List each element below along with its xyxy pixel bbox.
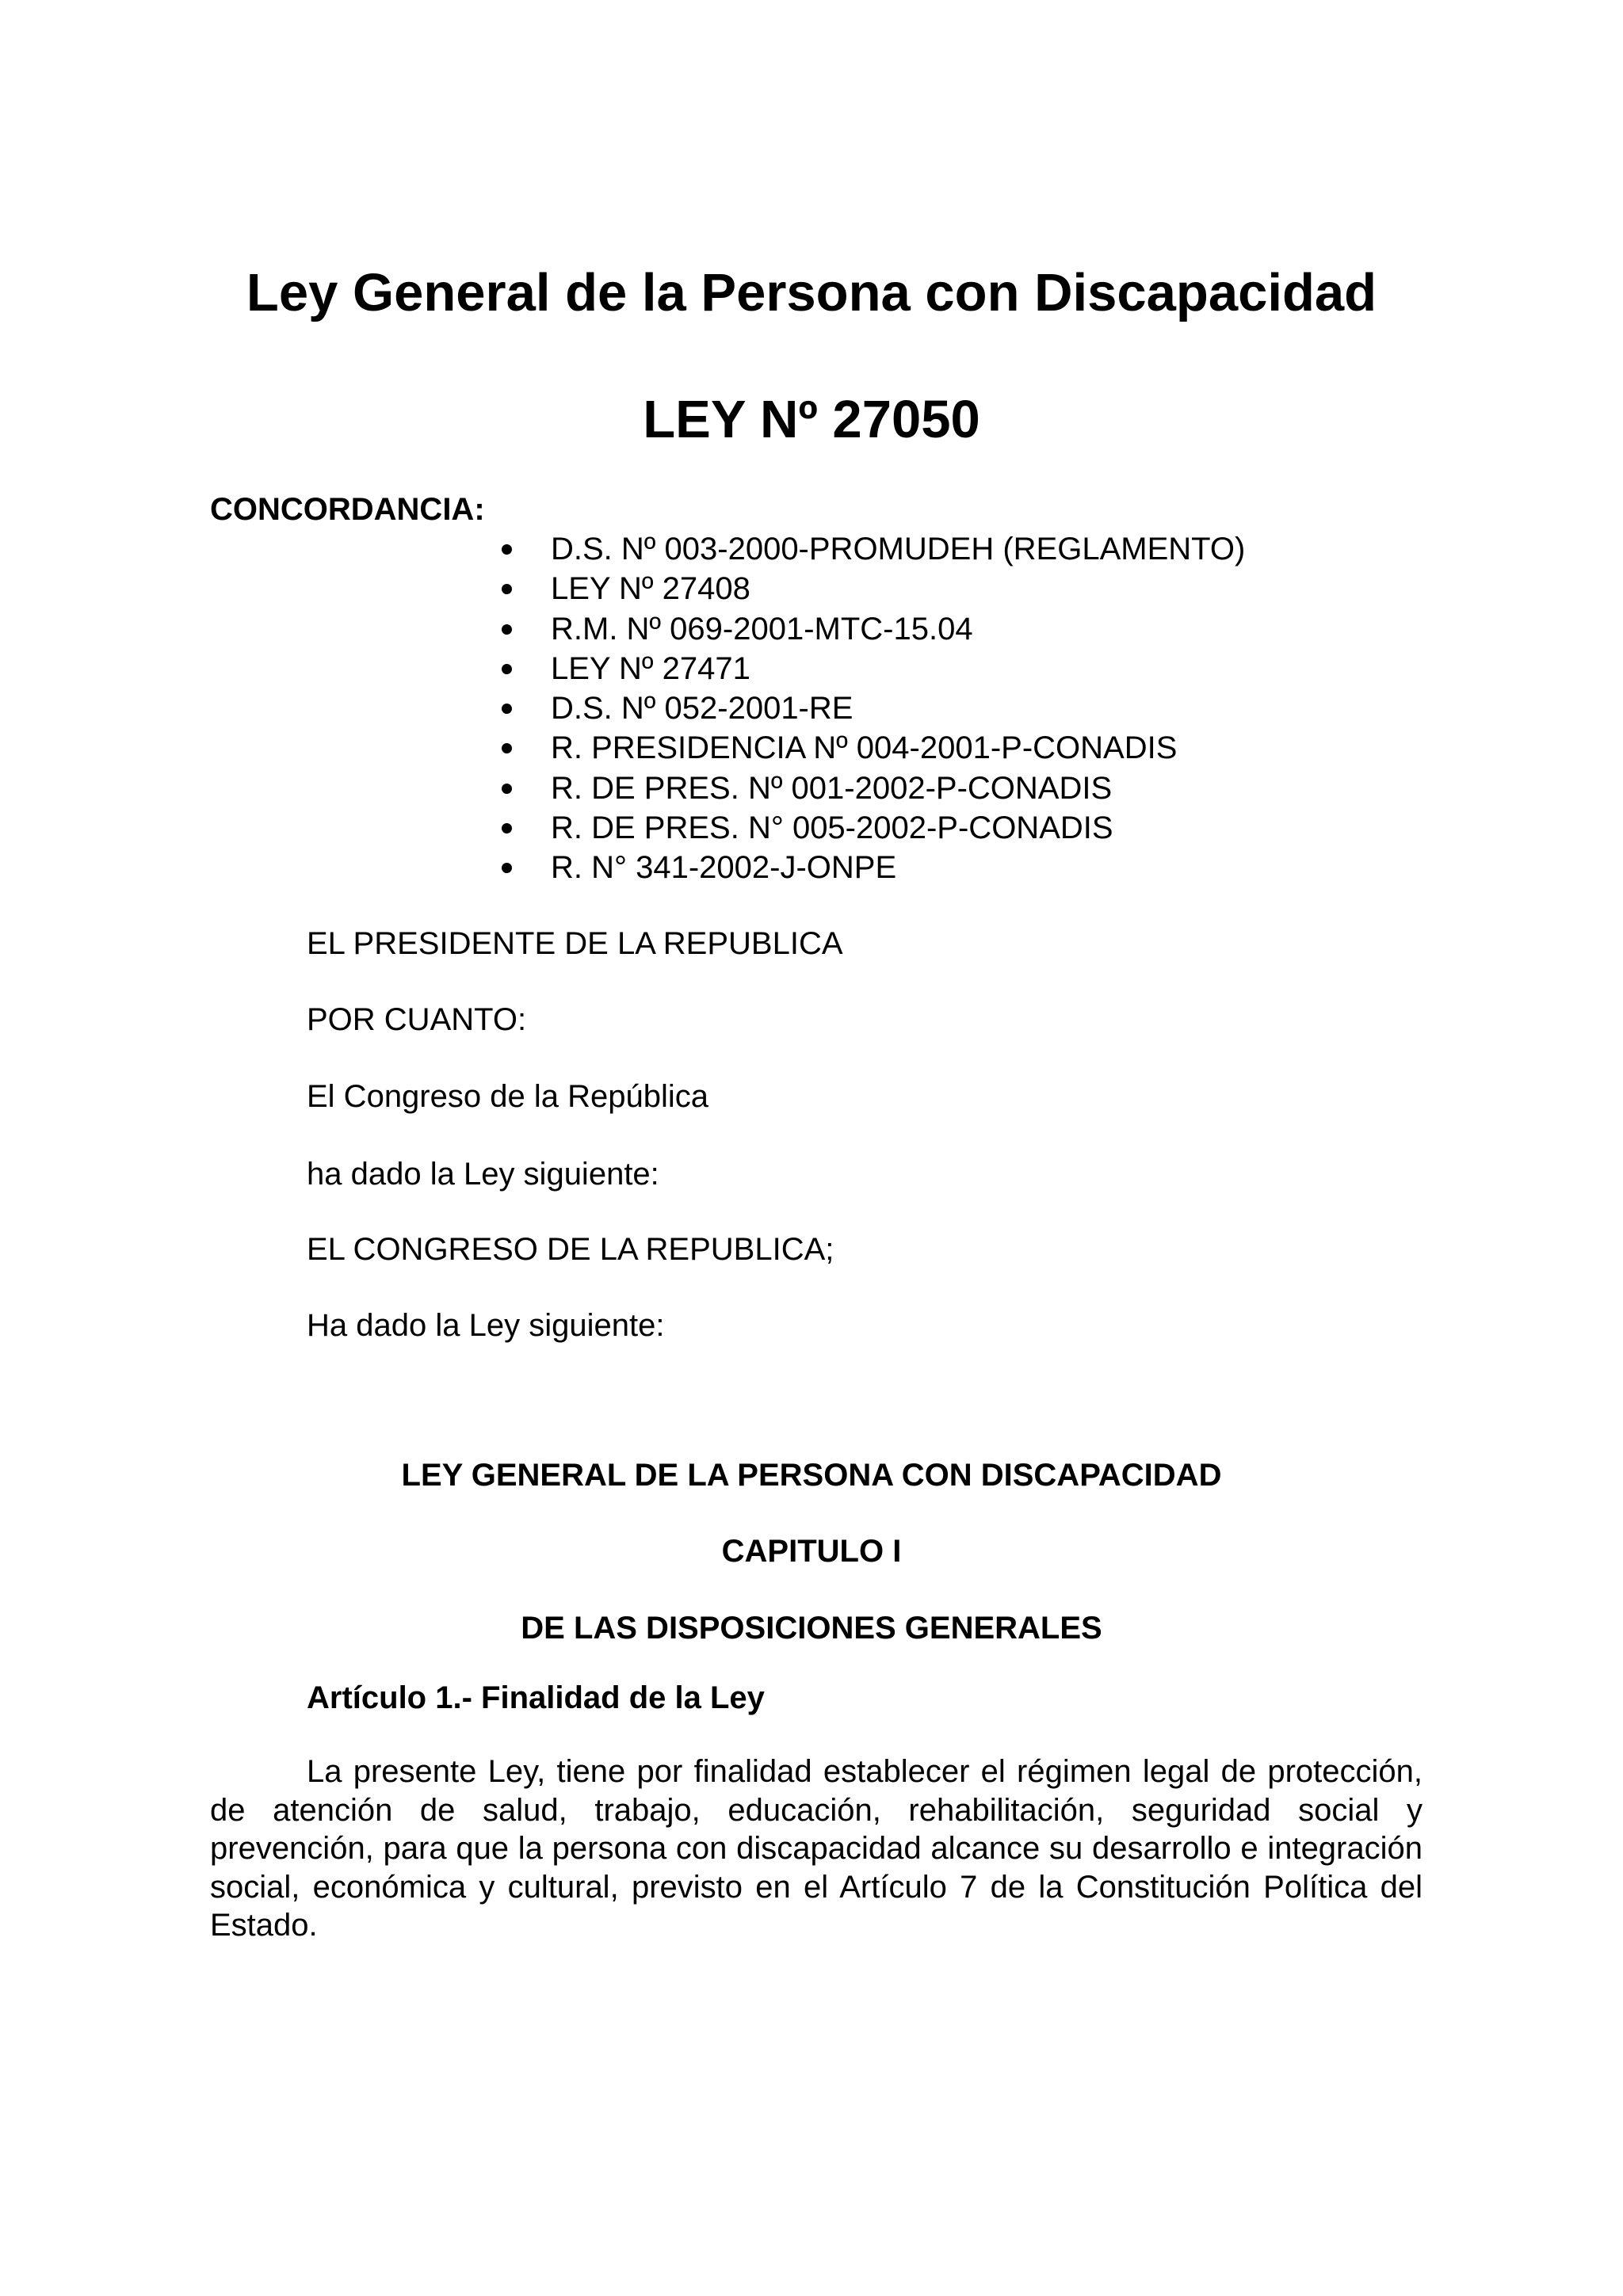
list-item [499, 529, 1245, 569]
article-body: La presente Ley, tiene por finalidad establecer el régimen legal de protección, de atención de salud, trabajo, educación, rehabilitación, seguridad social y prevención, para que la persona con discapacidad alcance su desarrollo e integración social, económica y cultural, previsto en el Artículo 7 de la Constitución Política del Estado. [210, 1754, 1423, 1943]
list-item-text: LEY Nº 27408 [551, 571, 750, 607]
concordancia-list [499, 529, 1245, 888]
document-title: Ley General de la Persona con Discapacidad [246, 263, 1377, 322]
list-item-text: R. DE PRES. N° 005-2002-P-CONADIS [551, 810, 1113, 846]
preamble-president: EL PRESIDENTE DE LA REPUBLICA [307, 926, 843, 961]
concordancia-label: CONCORDANCIA: [210, 492, 485, 527]
bullet-icon [502, 664, 512, 674]
list-item [499, 769, 1245, 808]
list-item-text: LEY Nº 27471 [551, 650, 750, 686]
chapter-heading: CAPITULO I [721, 1534, 902, 1569]
bullet-icon [502, 743, 512, 753]
chapter-title: DE LAS DISPOSICIONES GENERALES [521, 1611, 1102, 1646]
list-item [499, 609, 1245, 649]
list-item-text: R.M. Nº 069-2001-MTC-15.04 [551, 611, 973, 646]
list-item [499, 688, 1245, 728]
list-item [499, 808, 1245, 848]
list-item-text: R. DE PRES. Nº 001-2002-P-CONADIS [551, 770, 1113, 806]
bullet-icon [502, 823, 512, 833]
bullet-icon [502, 863, 512, 873]
list-item [499, 569, 1245, 608]
bullet-icon [502, 544, 512, 555]
preamble-por-cuanto: POR CUANTO: [307, 1002, 527, 1037]
preamble-congreso-upper: EL CONGRESO DE LA REPUBLICA; [307, 1232, 834, 1267]
list-item [499, 728, 1245, 768]
preamble-ha-dado-upper: Ha dado la Ley siguiente: [307, 1308, 665, 1343]
bullet-icon [502, 584, 512, 594]
list-item [499, 848, 1245, 887]
preamble-ha-dado: ha dado la Ley siguiente: [307, 1157, 659, 1192]
list-item-text: D.S. Nº 003-2000-PROMUDEH (REGLAMENTO) [551, 532, 1246, 566]
bullet-icon [502, 704, 512, 714]
law-number: LEY Nº 27050 [643, 390, 980, 449]
bullet-icon [502, 784, 512, 794]
article-heading: Artículo 1.- Finalidad de la Ley [307, 1680, 765, 1715]
list-item-text: R. N° 341-2002-J-ONPE [551, 850, 897, 886]
list-item [499, 649, 1245, 688]
preamble-congreso: El Congreso de la República [307, 1079, 708, 1114]
list-item-text: R. PRESIDENCIA Nº 004-2001-P-CONADIS [551, 730, 1178, 766]
bullet-icon [502, 624, 512, 635]
list-item-text: D.S. Nº 052-2001-RE [551, 691, 854, 727]
law-heading: LEY GENERAL DE LA PERSONA CON DISCAPACIDAD [401, 1458, 1222, 1493]
